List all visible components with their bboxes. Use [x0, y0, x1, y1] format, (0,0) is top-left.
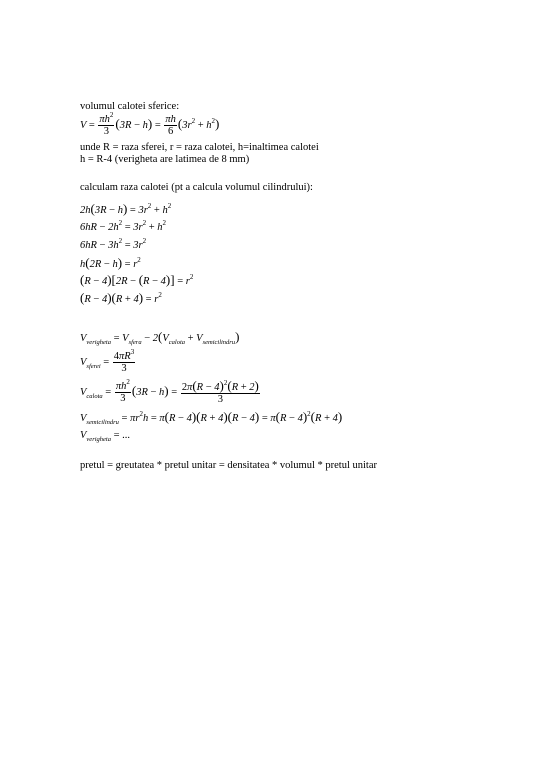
- ring-volume-result: $V_{verigheta}$ = ...: [80, 430, 131, 443]
- cap-volume-expanded: $V_{calota}$ = $\frac{\pi h^2}{3}$ (3R − h) = $\frac{2\pi(R - 4)^2(R + 2)}{3}$: [80, 378, 259, 405]
- intro-label: volumul calotei sferice:: [80, 101, 180, 112]
- derivation-line-4: $h(2R - h) = r^2$: [80, 255, 141, 270]
- derivation-line-3: $6hR - 3h^2 = 3r^2$: [80, 237, 147, 251]
- derivation-line-6: $(R - 4)(R + 4) = r^2$: [80, 290, 162, 305]
- derivation-line-2: $6hR - 2h^2 = 3r^2 + h^2$: [80, 219, 167, 233]
- ring-volume-formula: $V_{verigheta} = V_{sfera} - 2(V_{calota} + V_{semicilindru})$: [80, 329, 240, 346]
- sphere-volume-formula: $V_{sferei}$ = $\frac{4\pi R^3}{3}$: [80, 348, 135, 374]
- derivation-line-5: $(R - 4)[2R - (R - 4)] = r^2$: [80, 272, 194, 287]
- definitions-note: unde R = raza sferei, r = raza calotei, h=inaltimea calotei: [80, 142, 319, 153]
- derivation-line-1: $2h(3R - h) = 3r^2 + h^2$: [80, 201, 172, 216]
- height-note: h = R-4 (verigheta are latimea de 8 mm): [80, 154, 250, 165]
- radius-label: calculam raza calotei (pt a calcula volumul cilindrului):: [80, 182, 313, 193]
- cap-volume-formula: V = $\frac{\pi h^2}{3}$ (3R − h) = $\frac{\pi h}{6}$ $(3r^2 + h^2)$: [80, 111, 220, 137]
- semicylinder-volume-formula: $V_{semicilindru} = \pi r^2h = \pi(R - 4)(R + 4)(R - 4) = \pi(R - 4)^2(R + 4)$: [80, 409, 343, 426]
- price-line: pretul = greutatea * pretul unitar = densitatea * volumul * pretul unitar: [80, 460, 378, 471]
